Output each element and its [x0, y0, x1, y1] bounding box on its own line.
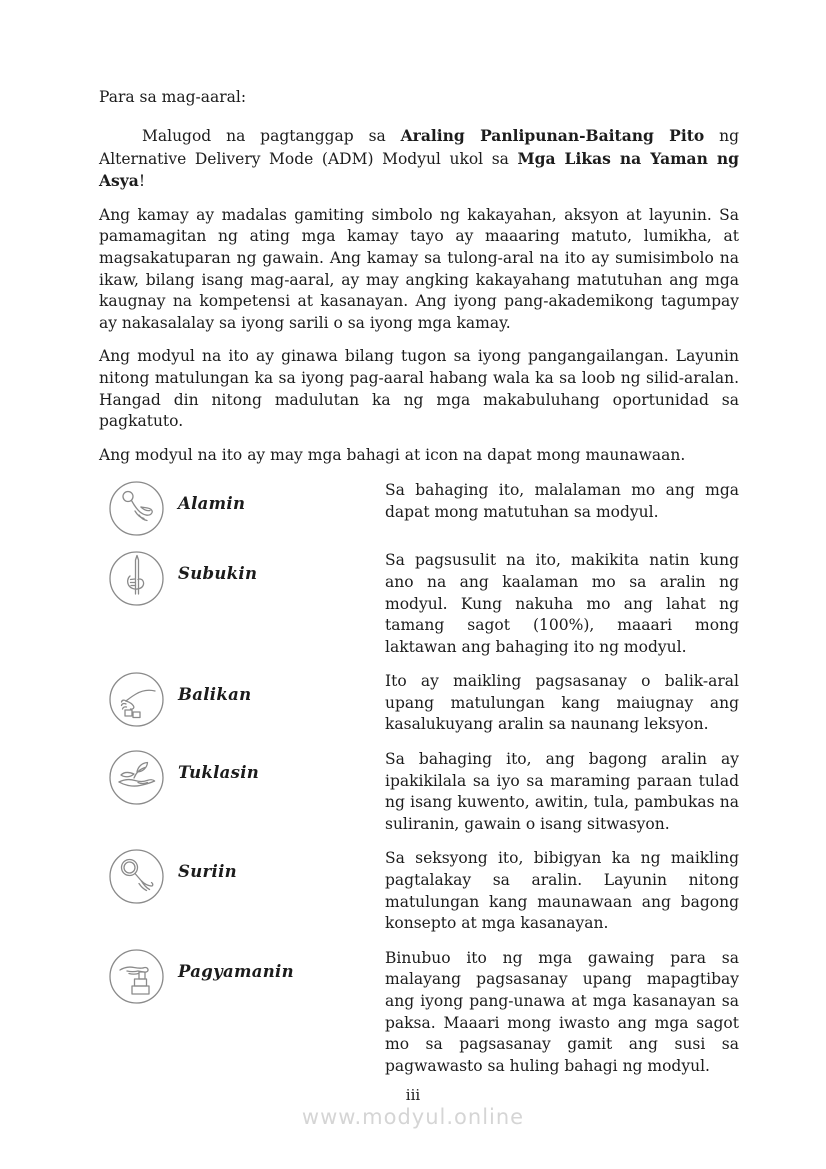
legend-description-subukin: Sa pagsusulit na ito, makikita natin kung ano na ang kaalaman mo sa aralin ng modyul. Kung nakuha mo ang lahat ng tamang sagot (100%), maaari mong laktawan ang bahaging ito ng modyul. [385, 551, 739, 656]
legend-row-balikan [99, 669, 739, 736]
hand-holding-sprout-icon [99, 747, 178, 806]
body-paragraph-purpose: Ang modyul na ito ay ginawa bilang tugon sa iyong pangangailangan. Layunin nitong matulungan ka sa iyong pag-aaral habang wala ka sa loob ng silid-aralan. Hangad din nitong madulutan ka ng mga makabuluhang oportunidad sa pagkatuto. [99, 347, 739, 431]
course-title-bold: Araling Panlipunan-Baitang Pito [400, 126, 705, 145]
welcome-text-pre: Malugod na pagtanggap sa [142, 127, 401, 145]
body-paragraph-icons-note: Ang modyul na ito ay may mga bahagi at icon na dapat mong maunawaan. [99, 445, 686, 464]
legend-description-balikan: Ito ay maikling pagsasanay o balik-aral upang matulungan kang maiugnay ang kasalukuyang aralin sa naunang leksyon. [385, 672, 739, 734]
hand-stacking-blocks-icon [99, 946, 178, 1005]
page-heading: Para sa mag-aaral: [99, 88, 247, 106]
welcome-text-mid: ng Alternative Delivery Mode (ADM) Modyul ukol sa [99, 127, 739, 168]
hand-holding-pencil-icon [99, 548, 178, 607]
page-footer [0, 1086, 826, 1129]
legend-label-tuklasin: Tuklasin [178, 763, 260, 783]
legend-label-subukin: Subukin [178, 564, 258, 584]
legend-label-suriin: Suriin [178, 862, 237, 882]
page-content [99, 88, 739, 1088]
legend-label-alamin: Alamin [178, 494, 246, 514]
legend-description-alamin: Sa bahaging ito, malalaman mo ang mga dapat mong matutuhan sa modyul. [385, 481, 739, 521]
legend-label-balikan: Balikan [178, 685, 252, 705]
page-number: iii [405, 1086, 421, 1104]
legend-description-pagyamanin: Binubuo ito ng mga gawaing para sa malayang pagsasanay upang mapagtibay ang iyong pang-unawa at mga kasanayan sa paksa. Maaari mong iwasto ang mga sagot mo sa pagsasanay gamit ang susi sa pagwawasto sa huling bahagi ng modyul. [385, 948, 739, 1075]
hand-pressing-button-icon [99, 478, 178, 537]
legend-description-suriin: Sa seksyong ito, bibigyan ka ng maikling pagtalakay sa aralin. Layunin nitong matulungan kang maunawaan ang bagong konsepto at mga kasanayan. [385, 849, 739, 933]
legend-row-suriin [99, 846, 739, 934]
hand-over-blocks-icon [99, 669, 178, 728]
hand-holding-magnifier-icon [99, 846, 178, 905]
legend-row-subukin [99, 548, 739, 658]
legend-row-alamin [99, 478, 739, 537]
watermark: www.modyul.online [301, 1105, 525, 1129]
legend-description-tuklasin: Sa bahaging ito, ang bagong aralin ay ipakikilala sa iyo sa maraming paraan tulad ng isang kuwento, awitin, tula, pambukas na suliranin, gawain o isang sitwasyon. [385, 750, 739, 833]
icon-legend [99, 478, 739, 1077]
legend-row-pagyamanin [99, 946, 739, 1078]
body-paragraph-hands: Ang kamay ay madalas gamiting simbolo ng kakayahan, aksyon at layunin. Sa pamamagitan ng ating mga kamay tayo ay maaaring matuto, lumikha, at magsakatuparan ng gawain. Ang kamay sa tulong-aral na ito ay sumisimbolo na ikaw, bilang isang mag-aaral, ay may angking kakayahang matutuhan ang mga kaugnay na kompetensi at kasanayan. Ang iyong pang-akademikong tagumpay ay nakasalalay sa iyong sarili o sa iyong mga kamay. [99, 205, 739, 332]
legend-label-pagyamanin: Pagyamanin [178, 961, 294, 981]
welcome-paragraph [99, 125, 739, 193]
legend-row-tuklasin [99, 747, 739, 835]
welcome-text-post: ! [138, 172, 146, 191]
module-topic-bold: Mga Likas na Yaman ng Asya [99, 148, 739, 191]
